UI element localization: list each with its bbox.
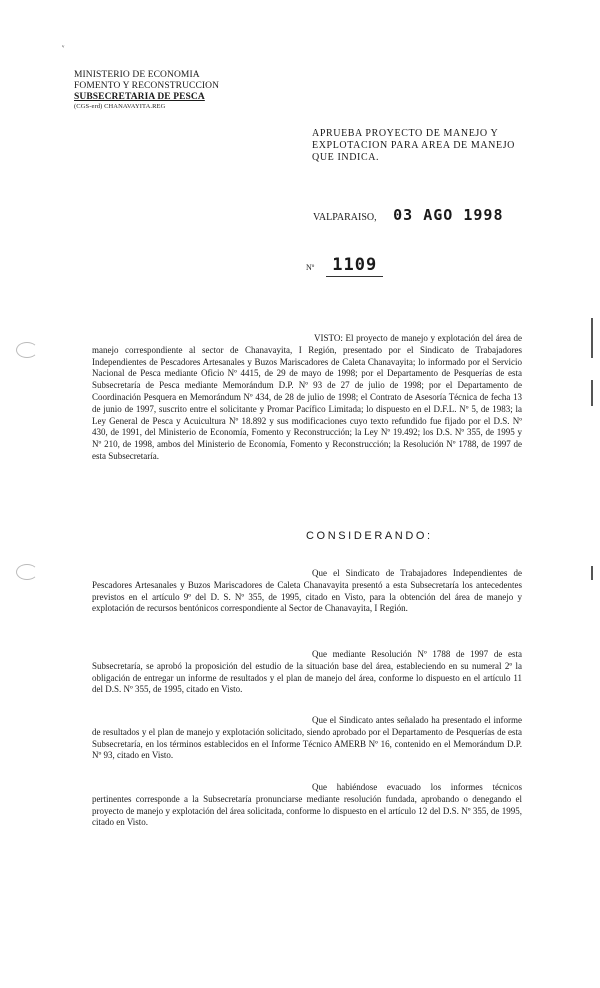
visto-text: El proyecto de manejo y explotación del área de manejo correspondiente al sector de Chanavayita, I Región, presentado por el Sindicato de Trabajadores Independientes de Pescadores Artesanales y Buzos Mariscadores de Caleta Chanavayita; lo informado por el Servicio Nacional de Pesca mediante Oficio Nº 4415, de 29 de mayo de 1998; por el Departamento de Pesquerías de esta Subsecretaría de Pesca mediante Memorándum D.P. Nº 93 de 27 de julio de 1998; por el Departamento de Coordinación Pesquera en Memorándum Nº 434, de 28 de julio de 1998; el Contrato de Asesoría Técnica de fecha 13 de junio de 1997, suscrito entre el solicitante y Promar Pacífico Limitada; lo dispuesto en el D.F.L. Nº 5, de 1983; la Ley General de Pesca y Acuicultura Nº 18.892 y sus modificaciones cuyo texto refundido fue fijado por el D.S. Nº 430, de 1991, del Ministerio de Economía, Fomento y Reconstrucción; la Ley Nº 19.492; los D.S. Nº 355, de 1995 y Nº 210, de 1998, ambos del Ministerio de Economía, Fomento y Reconstrucción; la Resolución Nº 1788, de 1997 de esta Subsecretaría. [92, 333, 522, 461]
hole-punch-mark [16, 564, 38, 580]
resolution-number: 1109 [326, 255, 383, 277]
margin-mark: ᵥ [62, 40, 65, 49]
paragraph-4-lead: Que habiéndose evacuado los informes técnicos [312, 782, 522, 792]
number-label: Nº [306, 263, 315, 272]
letterhead-reference: (CGS-erd) CHANAVAYITA.REG [74, 103, 166, 110]
visto-paragraph [92, 333, 522, 463]
date-line [313, 206, 503, 224]
letterhead [74, 70, 219, 111]
hole-punch-mark [16, 342, 38, 358]
considerando-heading: CONSIDERANDO: [306, 530, 433, 542]
resolution-subject: APRUEBA PROYECTO DE MANEJO Y EXPLOTACION PARA AREA DE MANEJO QUE INDICA. [312, 128, 516, 163]
paragraph-3-lead: Que el Sindicato antes señalado ha presentado el [312, 715, 491, 725]
paragraph-2-text: esta Subsecretaría, se aprobó la proposición del estudio de la situación base del área, estableciendo en su numeral 2º la obligación de entregar un informe de resultados y el plan de manejo del área, conforme lo dispuesto en el artículo 11 del D.S. Nº 355, de 1995, citado en Visto. [92, 649, 522, 695]
date-city: VALPARAISO, [313, 212, 377, 223]
scan-edge-mark [591, 380, 593, 406]
paragraph-1-lead: Que el Sindicato de Trabajadores Independientes [312, 568, 508, 578]
considerando-paragraph-1 [92, 568, 522, 615]
visto-lead: VISTO: [314, 333, 343, 343]
paragraph-3-text: informe de resultados y el plan de manejo y explotación solicitado, siendo aprobado por el Departamento de Pesquerías de esta Subsecretaría, en los términos establecidos en el Informe Técnico AMERB Nº 16, contenido en el Memorándum D.P. Nº 93, citado en Visto. [92, 715, 522, 761]
considerando-paragraph-3 [92, 715, 522, 762]
letterhead-subsecretaria: SUBSECRETARIA DE PESCA [74, 92, 205, 102]
considerando-paragraph-4 [92, 782, 522, 829]
resolution-number-line [306, 255, 383, 277]
date-stamp: 03 AGO 1998 [393, 206, 504, 224]
paragraph-1-text: de Pescadores Artesanales y Buzos Mariscadores de Caleta Chanavayita presentó a esta Subsecretaría los antecedentes previstos en el artículo 9º del D. S. Nº 355, de 1995, citado en Visto, para la obtención del área de manejo y explotación de recursos bentónicos correspondiente al Sector de Chanavayita, I Región. [92, 568, 523, 614]
letterhead-department: FOMENTO Y RECONSTRUCCION [74, 81, 220, 91]
scan-edge-mark [591, 566, 593, 580]
letterhead-ministry: MINISTERIO DE ECONOMIA [74, 70, 200, 80]
considerando-paragraph-2 [92, 649, 522, 696]
scan-edge-mark [591, 318, 593, 358]
paragraph-2-lead: Que mediante Resolución Nº 1788 de 1997 de [312, 649, 503, 659]
paragraph-4-text: pertinentes corresponde a la Subsecretaría pronunciarse mediante resolución fundada, aprobando o denegando el proyecto de manejo y explotación del área solicitada, conforme lo dispuesto en el artículo 12 del D.S. Nº 355, de 1995, citado en Visto. [92, 793, 522, 828]
